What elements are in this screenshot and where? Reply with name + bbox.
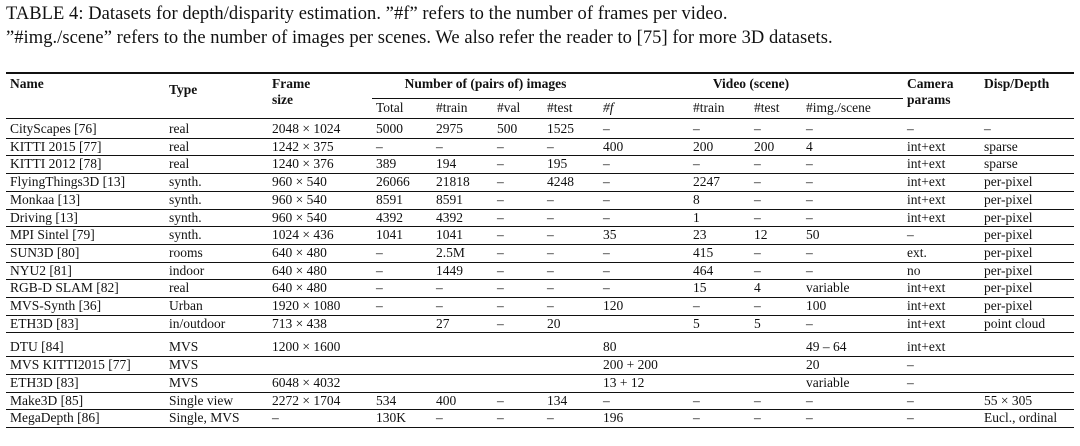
table-cell: MVS	[169, 357, 199, 373]
table-cell: sparse	[984, 138, 1018, 154]
table-body-extra	[6, 339, 1074, 427]
table-cell	[372, 315, 432, 333]
table-cell: 2247	[693, 174, 720, 190]
table-cell: Single, MVS	[169, 410, 240, 426]
table-cell: –	[754, 298, 761, 314]
table-cell: per-pixel	[984, 209, 1033, 225]
table-cell: 640 × 480	[272, 262, 327, 278]
caption-line-1: TABLE 4: Datasets for depth/disparity estimation. ”#f” refers to the number of frames per video.	[6, 4, 728, 24]
table-cell: 5000	[376, 121, 403, 136]
table-cell: 5	[754, 315, 761, 331]
table-cell: –	[907, 392, 914, 408]
table-cell: rooms	[169, 244, 203, 260]
table-row	[6, 119, 1074, 139]
table-cell: int+ext	[907, 315, 946, 331]
header-video-test: #test	[754, 100, 780, 115]
table-cell: sparse	[984, 156, 1018, 172]
table-cell: –	[547, 262, 554, 278]
table-cell: 1024 × 436	[272, 227, 334, 243]
table-cell: 1	[693, 209, 700, 225]
table-cell: per-pixel	[984, 244, 1033, 260]
table-cell: –	[547, 138, 554, 154]
table-cell: ETH3D [83]	[10, 315, 79, 331]
table-cell: real	[169, 138, 190, 154]
table-cell: –	[497, 227, 504, 243]
table-cell: –	[497, 244, 504, 260]
table-cell: synth.	[169, 227, 202, 243]
table-cell: int+ext	[907, 156, 946, 172]
table-cell	[750, 357, 802, 375]
table-cell: 21818	[436, 174, 470, 190]
table-cell: per-pixel	[984, 174, 1033, 190]
table-cell: int+ext	[907, 298, 946, 314]
header-total: Total	[376, 100, 404, 115]
table-cell: 200 + 200	[603, 357, 658, 373]
table-cell: –	[497, 298, 504, 314]
table-cell: –	[497, 262, 504, 278]
table-cell: –	[754, 244, 761, 260]
header-video-group: Video (scene)	[599, 73, 903, 99]
table-cell: MVS	[169, 339, 199, 355]
table-cell	[980, 357, 1074, 375]
table-cell	[980, 374, 1074, 392]
table-cell: –	[436, 410, 443, 426]
table-cell: –	[984, 121, 991, 136]
table-cell: int+ext	[907, 209, 946, 225]
table-cell: –	[603, 280, 610, 296]
header-camera-params: Camera params	[907, 76, 954, 107]
table-cell: no	[907, 262, 921, 278]
table-cell	[689, 374, 750, 392]
table-cell: 2048 × 1024	[272, 121, 341, 136]
table-cell: 134	[547, 392, 568, 408]
table-cell: 400	[603, 138, 624, 154]
table-cell: 49 – 64	[806, 339, 847, 355]
table-cell: Single view	[169, 392, 234, 408]
table-cell: 1041	[436, 227, 463, 243]
table-cell: –	[754, 174, 761, 190]
table-cell: 2975	[436, 121, 463, 136]
table-cell: Make3D [85]	[10, 392, 84, 408]
table-cell: 35	[603, 227, 617, 243]
table-cell: –	[547, 209, 554, 225]
table-cell: –	[497, 209, 504, 225]
table-cell: 195	[547, 156, 568, 172]
table-cell: –	[754, 262, 761, 278]
table-cell: per-pixel	[984, 191, 1033, 207]
table-cell: –	[806, 244, 813, 260]
table-cell: 960 × 540	[272, 209, 327, 225]
table-cell: –	[376, 298, 383, 314]
table-cell: –	[603, 262, 610, 278]
table-caption	[6, 2, 1076, 50]
header-disp-depth: Disp/Depth	[984, 76, 1050, 91]
table-cell: 200	[754, 138, 775, 154]
table-cell: 27	[436, 315, 450, 331]
table-cell: synth.	[169, 209, 202, 225]
table-cell: 8	[693, 191, 700, 207]
table-cell: RGB-D SLAM [82]	[10, 280, 119, 296]
table-cell: int+ext	[907, 138, 946, 154]
table-cell: 1920 × 1080	[272, 298, 341, 314]
table-cell: –	[547, 227, 554, 243]
table-cell: real	[169, 156, 190, 172]
table-row	[6, 339, 1074, 356]
table-cell: 6048 × 4032	[272, 374, 341, 390]
table-cell	[268, 357, 372, 375]
table-cell: –	[376, 244, 383, 260]
table-row	[6, 244, 1074, 262]
table-body	[6, 119, 1074, 333]
table-cell: –	[754, 410, 761, 426]
table-cell	[750, 374, 802, 392]
table-row	[6, 410, 1074, 428]
table-cell: per-pixel	[984, 280, 1033, 296]
table-cell: 55 × 305	[984, 392, 1033, 408]
header-val: #val	[497, 100, 521, 115]
table-cell	[543, 374, 599, 392]
table-cell	[750, 339, 802, 356]
table-cell: –	[603, 174, 610, 190]
table-cell: int+ext	[907, 339, 946, 355]
table-cell: variable	[806, 280, 850, 296]
table-cell	[980, 339, 1074, 356]
header-frames: #f	[603, 100, 614, 115]
table-cell: –	[907, 227, 914, 243]
table-cell: –	[806, 315, 813, 331]
table-cell: –	[806, 174, 813, 190]
table-cell: –	[603, 209, 610, 225]
table-cell: –	[547, 191, 554, 207]
table-cell: –	[754, 191, 761, 207]
table-row	[6, 138, 1074, 156]
table-cell: 130K	[376, 410, 406, 426]
table-cell: in/outdoor	[169, 315, 226, 331]
table-cell: 13 + 12	[603, 374, 645, 390]
table-cell: int+ext	[907, 174, 946, 190]
table-cell	[543, 357, 599, 375]
table-cell: MVS	[169, 374, 199, 390]
table-cell: –	[376, 138, 383, 154]
table-cell: –	[547, 298, 554, 314]
table-cell	[599, 315, 689, 333]
table-cell: 4	[806, 138, 813, 154]
table-cell: 1041	[376, 227, 403, 243]
table-row	[6, 374, 1074, 392]
table-cell: –	[497, 410, 504, 426]
table-cell: 1200 × 1600	[272, 339, 341, 355]
table-cell: 8591	[436, 191, 463, 207]
table-cell: real	[169, 280, 190, 296]
table-cell: –	[497, 280, 504, 296]
table-cell: KITTI 2015 [77]	[10, 138, 102, 154]
table-cell: NYU2 [81]	[10, 262, 72, 278]
table-cell: 8591	[376, 191, 403, 207]
table-cell: 4392	[376, 209, 403, 225]
table-cell: –	[547, 280, 554, 296]
table-cell	[432, 357, 493, 375]
table-cell: –	[806, 262, 813, 278]
table-cell: –	[497, 138, 504, 154]
table-cell: 500	[497, 121, 518, 136]
caption-line-2: ”#img./scene” refers to the number of images per scenes. We also refer the reader to [75] for more 3D datasets.	[6, 28, 833, 48]
table-cell: –	[693, 410, 700, 426]
table-cell: 194	[436, 156, 457, 172]
table-cell: –	[547, 410, 554, 426]
table-cell: 1240 × 376	[272, 156, 334, 172]
table-row	[6, 174, 1074, 192]
table-cell: 4392	[436, 209, 463, 225]
table-cell: per-pixel	[984, 227, 1033, 243]
header-type: Type	[169, 82, 198, 97]
table-cell: per-pixel	[984, 262, 1033, 278]
table-cell: –	[436, 298, 443, 314]
table-cell: –	[907, 374, 914, 390]
table-cell: –	[806, 410, 813, 426]
table-cell	[432, 374, 493, 392]
table-cell: 12	[754, 227, 768, 243]
table-cell: MVS-Synth [36]	[10, 298, 102, 314]
table-cell: –	[754, 156, 761, 172]
table-cell: 400	[436, 392, 457, 408]
table-cell: 196	[603, 410, 624, 426]
table-cell: –	[603, 191, 610, 207]
table-cell: –	[806, 392, 813, 408]
table-cell: DTU [84]	[10, 339, 64, 355]
table-cell: KITTI 2012 [78]	[10, 156, 102, 172]
table-cell: –	[693, 298, 700, 314]
table-cell: 5	[693, 315, 700, 331]
table-cell: MPI Sintel [79]	[10, 227, 95, 243]
table-cell: 464	[693, 262, 714, 278]
table-cell: 80	[603, 339, 617, 355]
table-cell: 50	[806, 227, 820, 243]
header-test: #test	[547, 100, 573, 115]
table-cell: –	[806, 209, 813, 225]
table-cell: –	[376, 280, 383, 296]
table-cell: –	[693, 392, 700, 408]
table-cell: –	[603, 156, 610, 172]
table-cell: ETH3D [83]	[10, 374, 79, 390]
table-cell: –	[603, 244, 610, 260]
table-cell: 960 × 540	[272, 191, 327, 207]
table-cell: 20	[547, 315, 561, 331]
header-video-train: #train	[693, 100, 725, 115]
table-cell: Eucl., ordinal	[984, 410, 1058, 426]
header-images-group: Number of (pairs of) images	[372, 73, 599, 99]
table-cell: –	[693, 121, 700, 136]
table-cell: Driving [13]	[10, 209, 78, 225]
table-cell: 20	[806, 357, 820, 373]
table-row	[6, 392, 1074, 410]
table-cell	[689, 357, 750, 375]
table-cell: –	[693, 156, 700, 172]
table-cell: int+ext	[907, 280, 946, 296]
table-cell: Monkaa [13]	[10, 191, 81, 207]
table-row	[6, 209, 1074, 227]
header-train: #train	[436, 100, 468, 115]
table-cell: 389	[376, 156, 397, 172]
table-cell	[543, 339, 599, 356]
table-cell: 640 × 480	[272, 244, 327, 260]
table-cell: 640 × 480	[272, 280, 327, 296]
table-cell	[493, 339, 543, 356]
table-cell: 2272 × 1704	[272, 392, 341, 408]
header-frame-size: Frame size	[272, 76, 311, 107]
table-cell: 1525	[547, 121, 574, 136]
table-cell: indoor	[169, 262, 205, 278]
header-img-scene: #img./scene	[806, 100, 871, 115]
table-cell: –	[376, 262, 383, 278]
table-cell: –	[497, 156, 504, 172]
table-cell	[689, 339, 750, 356]
table-cell: ext.	[907, 244, 927, 260]
table-cell: –	[497, 191, 504, 207]
table-cell: 415	[693, 244, 714, 260]
table-cell: –	[497, 392, 504, 408]
table-cell: –	[806, 191, 813, 207]
table-cell	[493, 357, 543, 375]
table-cell: SUN3D [80]	[10, 244, 80, 260]
table-cell: –	[806, 121, 813, 136]
table-cell: 1242 × 375	[272, 138, 334, 154]
table-row	[6, 227, 1074, 245]
table-cell: –	[497, 315, 504, 331]
table-cell: Urban	[169, 298, 203, 314]
table-row	[6, 262, 1074, 280]
table-cell: 4	[754, 280, 761, 296]
table-cell: MegaDepth [86]	[10, 410, 100, 426]
table-cell: 100	[806, 298, 827, 314]
table-cell	[493, 374, 543, 392]
table-row	[6, 156, 1074, 174]
table-cell: –	[497, 174, 504, 190]
header-name: Name	[10, 76, 44, 91]
table-cell: –	[547, 244, 554, 260]
table-cell: int+ext	[907, 191, 946, 207]
table-cell: point cloud	[984, 315, 1046, 331]
table-cell: –	[603, 121, 610, 136]
table-cell: real	[169, 121, 190, 136]
table-row	[6, 191, 1074, 209]
table-cell: 200	[693, 138, 714, 154]
table-row	[6, 315, 1074, 333]
table-cell: –	[436, 280, 443, 296]
table-cell	[372, 357, 432, 375]
table-row	[6, 298, 1074, 316]
table-cell	[432, 339, 493, 356]
table-cell: 26066	[376, 174, 410, 190]
table-cell: FlyingThings3D [13]	[10, 174, 126, 190]
table-cell: –	[907, 357, 914, 373]
table-cell: 15	[693, 280, 707, 296]
table-cell: –	[806, 156, 813, 172]
table-cell: 960 × 540	[272, 174, 327, 190]
table-cell: per-pixel	[984, 298, 1033, 314]
table-cell: variable	[806, 374, 850, 390]
table-cell: synth.	[169, 174, 202, 190]
table-cell: 713 × 438	[272, 315, 327, 331]
table-cell	[372, 339, 432, 356]
table-cell: synth.	[169, 191, 202, 207]
table-cell: –	[754, 392, 761, 408]
table-cell: 120	[603, 298, 624, 314]
table-header	[6, 73, 1074, 119]
table-cell	[372, 374, 432, 392]
table-row	[6, 280, 1074, 298]
datasets-table	[6, 72, 1074, 428]
table-cell: MVS KITTI2015 [77]	[10, 357, 131, 373]
table-cell: 2.5M	[436, 244, 465, 260]
table-cell: –	[603, 392, 610, 408]
table-cell: –	[754, 209, 761, 225]
table-cell: –	[272, 410, 279, 426]
table-cell: –	[436, 138, 443, 154]
table-cell: CityScapes [76]	[10, 121, 97, 136]
table-cell: 534	[376, 392, 397, 408]
table-cell: 23	[693, 227, 707, 243]
table-cell: –	[907, 410, 914, 426]
table-cell: 1449	[436, 262, 463, 278]
table-cell: 4248	[547, 174, 574, 190]
table-cell: –	[907, 121, 914, 136]
table-row	[6, 357, 1074, 375]
table-cell: –	[754, 121, 761, 136]
